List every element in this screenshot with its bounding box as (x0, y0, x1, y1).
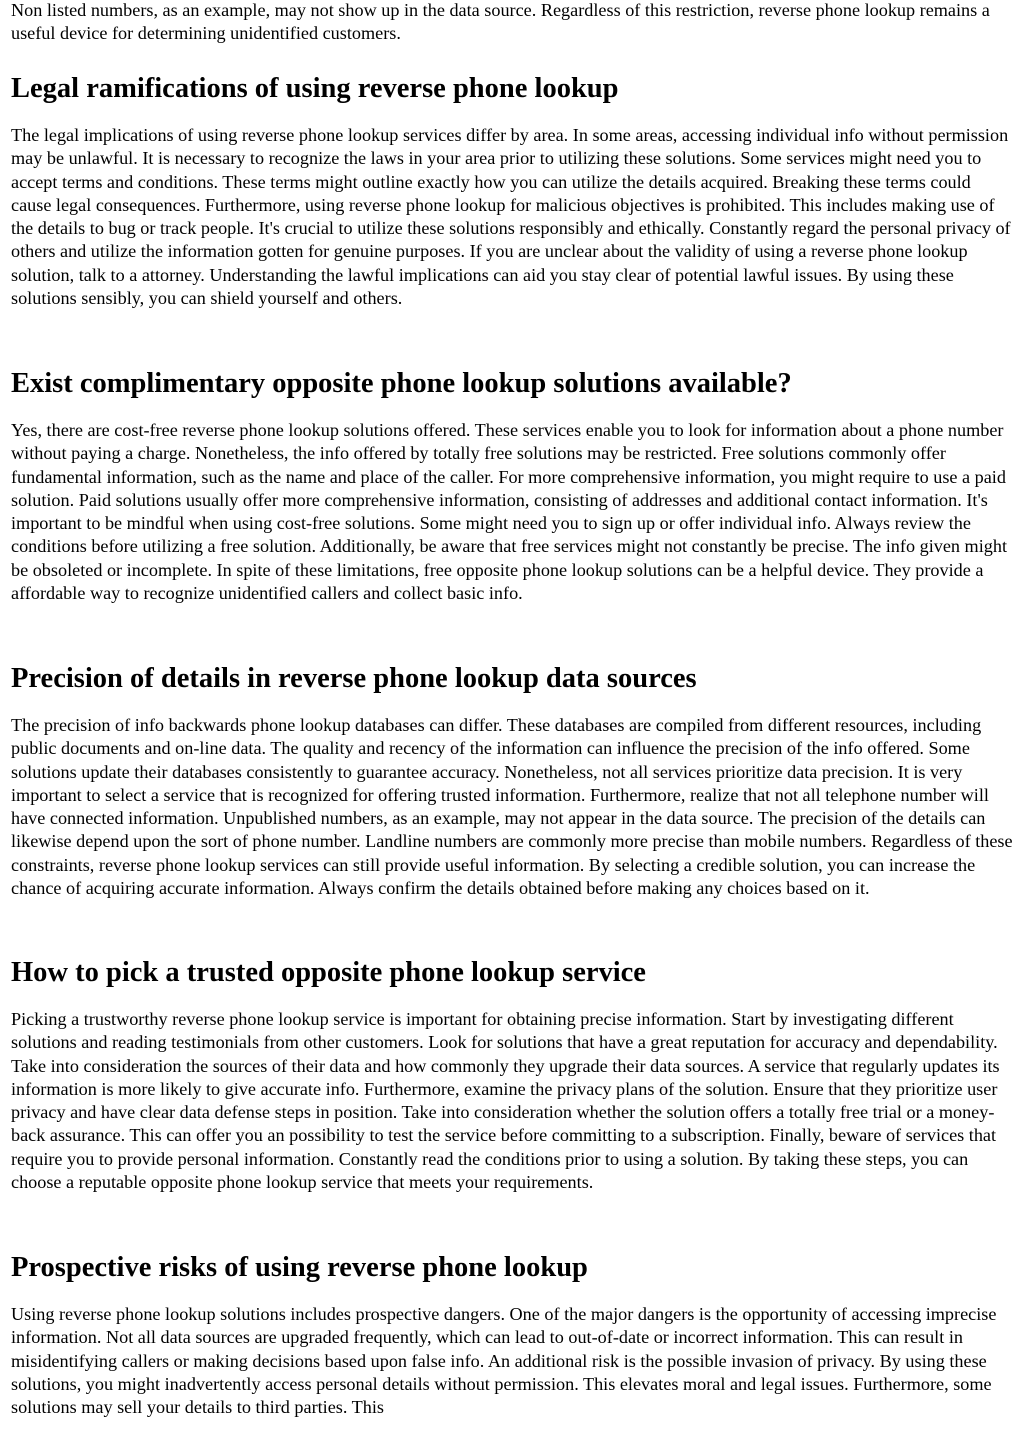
section-free-services (11, 367, 1013, 605)
section-precision (11, 662, 1013, 900)
section-paragraph: The precision of info backwards phone lookup databases can differ. These databases are compiled from different resources, including public documents and on-line data. The quality and recency of the information can influence the precision of the info offered. Some solutions update their databases consistently to guarantee accuracy. Nonetheless, not all services prioritize data precision. It is very important to select a service that is recognized for offering trusted information. Furthermore, realize that not all telephone number will have connected information. Unpublished numbers, as an example, may not appear in the data source. The precision of the details can likewise depend upon the sort of phone number. Landline numbers are commonly more precise than mobile numbers. Regardless of these constraints, reverse phone lookup services can still provide useful information. By selecting a credible solution, you can increase the chance of acquiring accurate information. Always confirm the details obtained before making any choices based on it. (11, 715, 1013, 899)
section-choose-service (11, 956, 1013, 1194)
section-heading: How to pick a trusted opposite phone lookup service (11, 957, 646, 988)
section-heading: Legal ramifications of using reverse phone lookup (11, 73, 619, 104)
section-risks (11, 1251, 1013, 1419)
section-paragraph: The legal implications of using reverse phone lookup services differ by area. In some areas, accessing individual info without permission may be unlawful. It is necessary to recognize the laws in your area prior to utilizing these solutions. Some services might need you to accept terms and conditions. These terms might outline exactly how you can utilize the details acquired. Breaking these terms could cause legal consequences. Furthermore, using reverse phone lookup for malicious objectives is prohibited. This includes making use of the details to bug or track people. It's crucial to utilize these solutions responsibly and ethically. Constantly regard the personal privacy of others and utilize the information gotten for genuine purposes. If you are unclear about the validity of using a reverse phone lookup solution, talk to a attorney. Understanding the lawful implications can aid you stay clear of potential lawful issues. By using these solutions sensibly, you can shield yourself and others. (11, 125, 1011, 309)
section-heading: Prospective risks of using reverse phone lookup (11, 1252, 588, 1283)
section-legal-ramifications (11, 72, 1013, 310)
section-heading: Exist complimentary opposite phone lookup solutions available? (11, 368, 792, 399)
section-paragraph: Picking a trustworthy reverse phone lookup service is important for obtaining precise information. Start by investigating different solutions and reading testimonials from other customers. Look for solutions that have a great reputation for accuracy and dependability. Take into consideration the sources of their data and how commonly they upgrade their data sources. A service that regularly updates its information is more likely to give accurate info. Furthermore, examine the privacy plans of the solution. Ensure that they prioritize user privacy and have clear data defense steps in position. Take into consideration whether the solution offers a totally free trial or a money-back assurance. This can offer you an possibility to test the service before committing to a subscription. Finally, beware of services that require you to provide personal information. Constantly read the conditions prior to using a solution. By taking these steps, you can choose a reputable opposite phone lookup service that meets your requirements. (11, 1009, 1000, 1193)
section-paragraph: Using reverse phone lookup solutions includes prospective dangers. One of the major dangers is the opportunity of accessing imprecise information. Not all data sources are upgraded frequently, which can lead to out-of-date or incorrect information. This can result in misidentifying callers or making decisions based upon false info. An additional risk is the possible invasion of privacy. By using these solutions, you might inadvertently access personal details without permission. This elevates moral and legal issues. Furthermore, some solutions may sell your details to third parties. This (11, 1304, 997, 1418)
section-heading: Precision of details in reverse phone lookup data sources (11, 663, 697, 694)
section-paragraph: Yes, there are cost-free reverse phone lookup solutions offered. These services enable you to look for information about a phone number without paying a charge. Nonetheless, the info offered by totally free solutions may be restricted. Free solutions commonly offer fundamental information, such as the name and place of the caller. For more comprehensive information, you might require to use a paid solution. Paid solutions usually offer more comprehensive information, consisting of addresses and additional contact information. It's important to be mindful when using cost-free solutions. Some might need you to sign up or offer individual info. Always review the conditions before utilizing a free solution. Additionally, be aware that free services might not constantly be precise. The info given might be obsoleted or incomplete. In spite of these limitations, free opposite phone lookup solutions can be a helpful device. They provide a affordable way to recognize unidentified callers and collect basic info. (11, 420, 1007, 604)
intro-paragraph: Non listed numbers, as an example, may not show up in the data source. Regardless of this restriction, reverse phone lookup remains a useful device for determining unidentified customers. (11, 0, 990, 44)
